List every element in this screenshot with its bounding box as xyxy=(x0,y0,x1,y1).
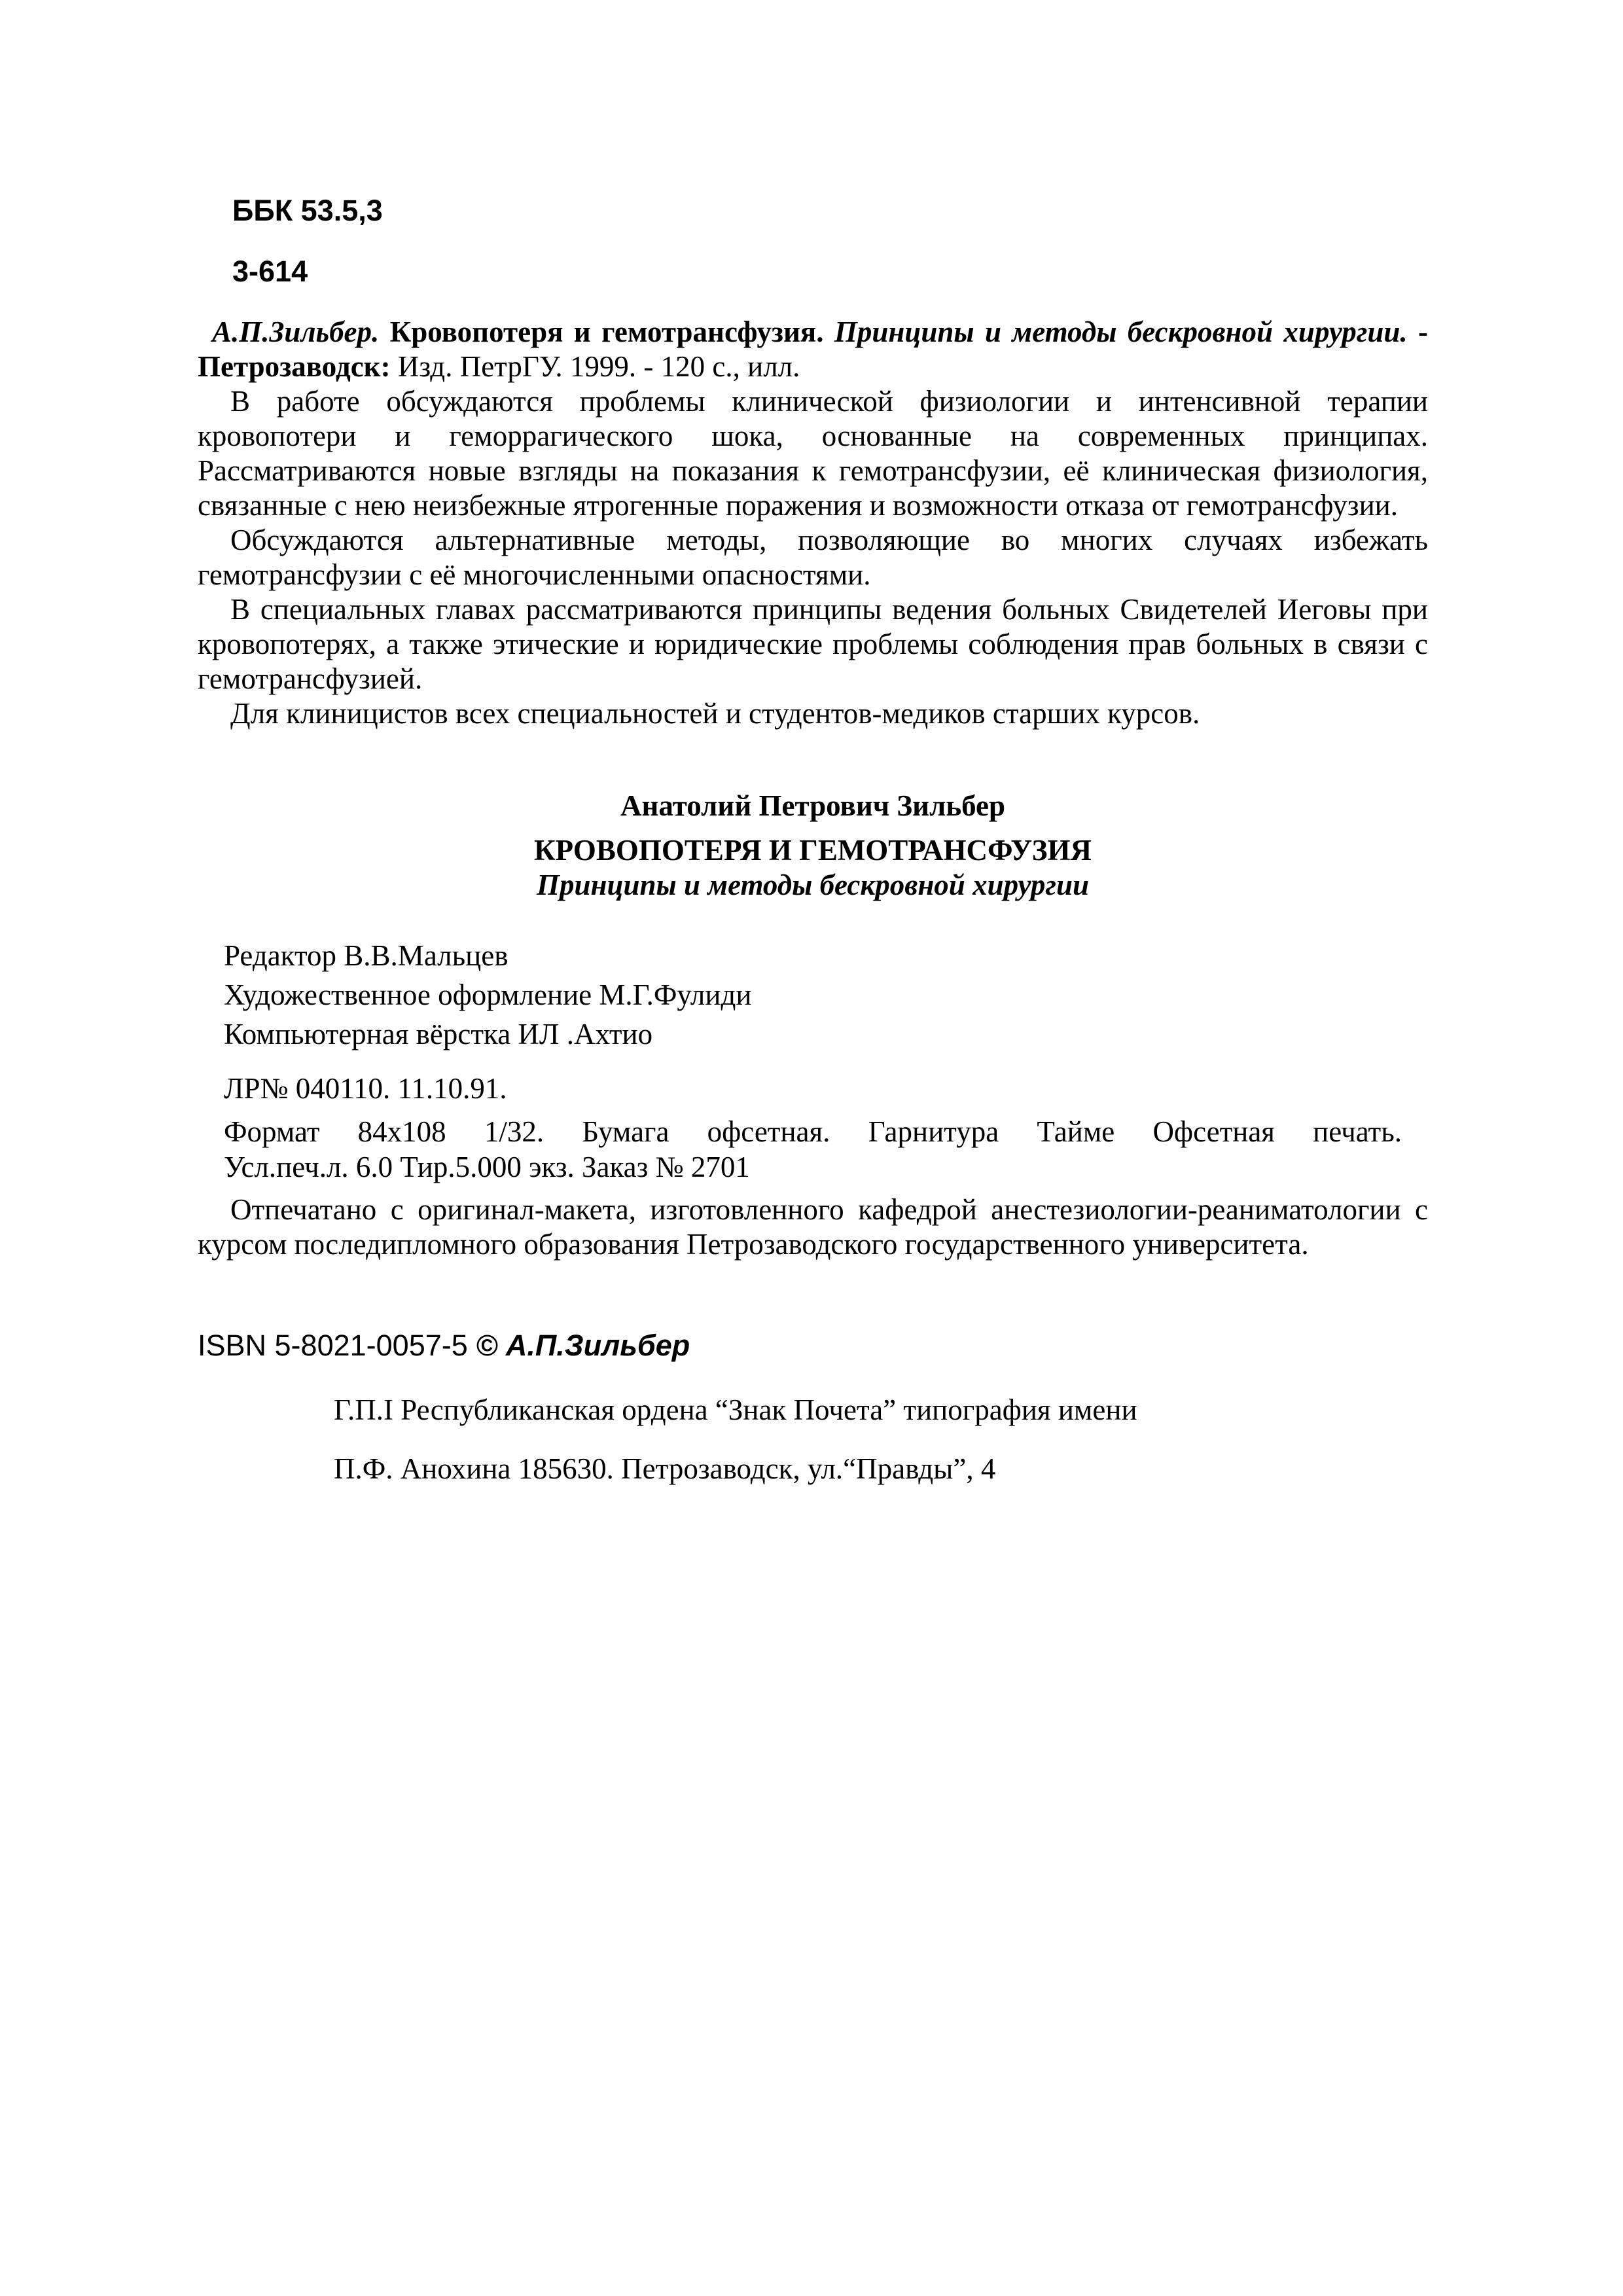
annotation-paragraph: Обсуждаются альтернативные методы, позволяющие во многих случаях избежать гемотрансфузии с её многочисленными опасностями. xyxy=(198,524,1428,591)
book-author: Анатолий Петрович Зильбер xyxy=(620,789,1006,822)
credits-block xyxy=(224,936,751,1054)
imprint-block xyxy=(224,1071,1402,1185)
annotation-subtitle: Принципы и методы бескровной хирургии. xyxy=(834,315,1408,348)
isbn-line xyxy=(198,1326,690,1365)
format-line: Формат 84x108 1/32. Бумага офсетная. Гарнитура Тайме Офсетная печать. xyxy=(224,1115,1402,1148)
copyright: © А.П.Зильбер xyxy=(476,1329,690,1362)
design-credit: Художественное оформление М.Г.Фулиди xyxy=(224,978,752,1011)
layout-credit: Компьютерная вёрстка ИЛ .Ахтио xyxy=(224,1018,653,1050)
book-subtitle: Принципы и методы бескровной хирургии xyxy=(536,869,1090,901)
annotation-author: А.П.Зильбер. xyxy=(212,315,380,348)
bbk-code: ББК 53.5,3 xyxy=(232,194,383,227)
printing-house-line-1: Г.П.I Республиканская ордена “Знак Почета” типография имени xyxy=(334,1393,1137,1426)
isbn-number: ISBN 5-8021-0057-5 xyxy=(198,1329,476,1362)
annotation-paragraph: В специальных главах рассматриваются принципы ведения больных Свидетелей Иеговы при кровопотерях, а также этические и юридические проблемы соблюдения прав больных в связи с гемотрансфузией. xyxy=(198,593,1428,695)
annotation-dash: - xyxy=(1407,315,1428,348)
annotation-publisher: Изд. ПетрГУ. 1999. - 120 с., илл. xyxy=(390,350,800,383)
bibliographic-entry xyxy=(198,315,1428,384)
license-line: ЛР№ 040110. 11.10.91. xyxy=(224,1072,507,1105)
print-run-line: Усл.печ.л. 6.0 Тир.5.000 экз. Заказ № 2701 xyxy=(224,1151,750,1183)
annotation-paragraph: В работе обсуждаются проблемы клинической физиологии и интенсивной терапии кровопотери и геморрагического шока, основанные на современных принципах. Рассматриваются новые взгляды на показания к гемотрансфузии, её клиническая физиология, связанные с нею неизбежные ятрогенные поражения и возможности отказа от гемотрансфузии. xyxy=(198,385,1428,522)
annotation-block xyxy=(198,315,1428,731)
author-mark: 3-614 xyxy=(232,255,308,288)
editor-credit: Редактор В.В.Мальцев xyxy=(224,939,508,972)
book-title: КРОВОПОТЕРЯ И ГЕМОТРАНСФУЗИЯ xyxy=(534,834,1092,867)
annotation-title: Кровопотеря и гемотрансфузия. xyxy=(389,315,824,348)
annotation-paragraph: Для клиницистов всех специальностей и студентов-медиков старших курсов. xyxy=(230,697,1200,730)
annotation-city: Петрозаводск: xyxy=(198,350,391,383)
printing-house-line-2: П.Ф. Анохина 185630. Петрозаводск, ул.“Правды”, 4 xyxy=(334,1452,996,1485)
printed-note: Отпечатано с оригинал-макета, изготовленного кафедрой анестезиологии-реаниматологии с курсом последипломного образования Петрозаводского государственного университета. xyxy=(198,1193,1428,1261)
